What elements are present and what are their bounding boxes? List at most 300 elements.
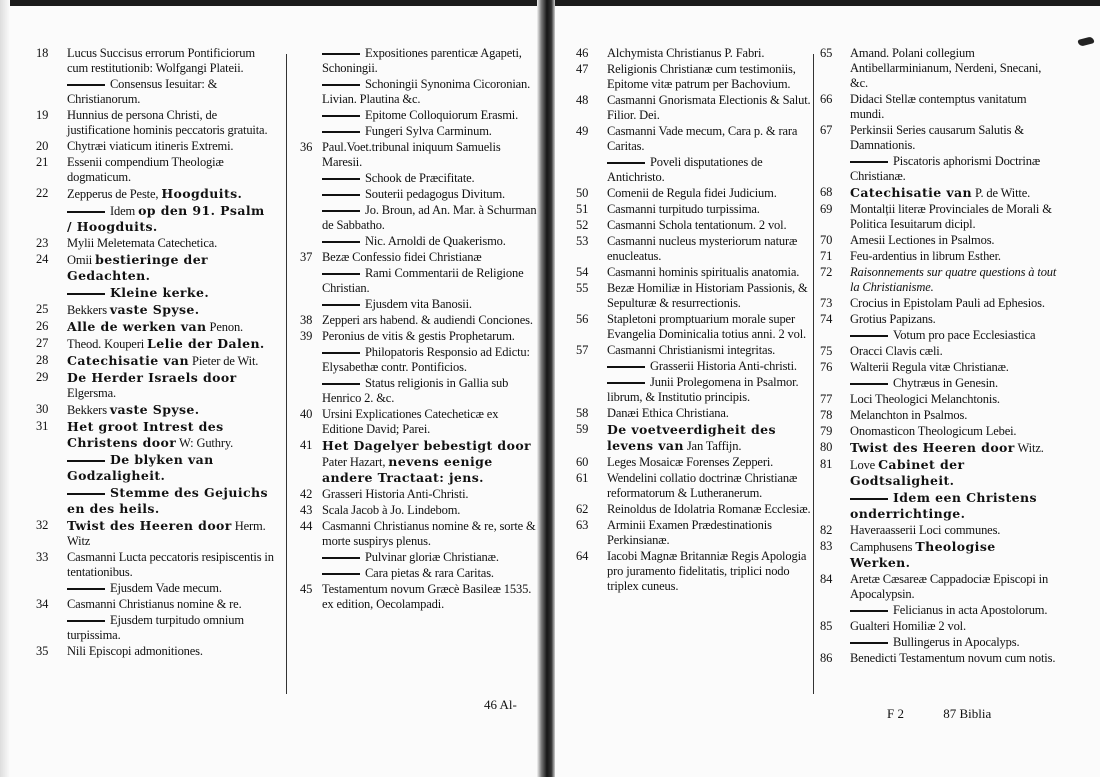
catalog-entry xyxy=(300,519,538,549)
catalog-subentry xyxy=(300,550,538,565)
ditto-dash xyxy=(322,241,360,243)
entry-text: Jo. Broun, ad An. Mar. à Schurman de Sabbatho. xyxy=(322,203,537,232)
catalog-entry xyxy=(300,438,538,486)
entry-text: Wendelini collatio doctrinæ Christianæ reformatorum & Lutheranerum. xyxy=(607,471,798,500)
entry-text: Bekkers xyxy=(67,303,110,317)
ditto-dash xyxy=(322,210,360,212)
entry-text: Epitome Colloquiorum Erasmi. xyxy=(365,108,519,122)
entry-text: Bezæ Confessio fidei Christianæ xyxy=(322,250,482,264)
entry-text: Ursini Explicationes Catecheticæ ex Editione David; Parei. xyxy=(322,407,499,436)
entry-text: Haveraasserii Loci communes. xyxy=(850,523,1001,537)
entry-text: Witz. xyxy=(1014,441,1044,455)
ditto-dash xyxy=(67,84,105,86)
entry-number: 35 xyxy=(36,644,49,658)
entry-text: Amesii Lectiones in Psalmos. xyxy=(850,233,995,247)
catalog-subentry xyxy=(300,171,538,186)
entry-number: 75 xyxy=(820,344,833,358)
catalog-entry xyxy=(300,487,538,502)
entry-text: Herm. Witz xyxy=(67,519,266,548)
catalog-subentry xyxy=(300,345,538,375)
entry-text: Bullingerus in Apocalyps. xyxy=(893,635,1020,649)
entry-text: Oracci Clavis cæli. xyxy=(850,344,943,358)
entry-number: 55 xyxy=(576,281,589,295)
catalog-entry xyxy=(820,249,1058,264)
catalog-subentry xyxy=(36,203,274,235)
entry-text: Bezæ Homiliæ in Historiam Passionis, & Sepulturæ & resurrectionis. xyxy=(607,281,808,310)
blackletter-title: Het Dagelyer bebestigt door xyxy=(322,438,532,453)
entry-text: Comenii de Regula fidei Judicium. xyxy=(607,186,777,200)
entry-text: Casmanni Christianismi integritas. xyxy=(607,343,776,357)
entry-text: Casmanni Vade mecum, Cara p. & rara Caritas. xyxy=(607,124,798,153)
catalog-entry xyxy=(36,108,274,138)
entry-number: 80 xyxy=(820,440,833,454)
entry-text: Jan Taffijn. xyxy=(683,439,742,453)
entry-text: Feu-ardentius in librum Esther. xyxy=(850,249,1001,263)
catalog-entry xyxy=(820,408,1058,423)
catalog-subentry xyxy=(820,376,1058,391)
catchword-right: 87 Biblia xyxy=(943,706,992,721)
ink-blot xyxy=(1077,36,1094,47)
entry-text: Grasserii Historia Anti-christi. xyxy=(650,359,797,373)
catalog-entry xyxy=(36,46,274,76)
entry-number: 56 xyxy=(576,312,589,326)
blackletter-title: Het groot Intrest des Christens door xyxy=(67,419,224,450)
entry-number: 58 xyxy=(576,406,589,420)
catalog-entry xyxy=(576,124,814,154)
entry-text: Chytræus in Genesin. xyxy=(893,376,998,390)
right-page-column-2 xyxy=(820,46,1058,667)
entry-text: Penon. xyxy=(206,320,244,334)
entry-text: Theod. Kouperi xyxy=(67,337,148,351)
entry-number: 45 xyxy=(300,582,313,596)
ditto-dash xyxy=(322,557,360,559)
catalog-entry xyxy=(300,250,538,265)
ditto-dash xyxy=(67,460,105,462)
entry-number: 24 xyxy=(36,252,49,266)
catalog-subentry xyxy=(820,154,1058,184)
entry-text: Zepperus de Peste, xyxy=(67,187,162,201)
catalog-entry xyxy=(576,312,814,342)
entry-text: Raisonnements sur quatre questions à tout la Christianisme. xyxy=(850,265,1057,294)
entry-number: 47 xyxy=(576,62,589,76)
catalog-entry xyxy=(300,329,538,344)
entry-number: 33 xyxy=(36,550,49,564)
entry-text: Ejusdem Vade mecum. xyxy=(110,581,222,595)
entry-text: Elgersma. xyxy=(67,386,116,400)
catalog-subentry xyxy=(300,77,538,107)
ditto-dash xyxy=(67,493,105,495)
catalog-subentry xyxy=(820,328,1058,343)
entry-number: 66 xyxy=(820,92,833,106)
entry-number: 19 xyxy=(36,108,49,122)
catalog-entry xyxy=(300,582,538,612)
blackletter-title: vaste Spyse. xyxy=(109,302,200,317)
entry-text: Votum pro pace Ecclesiastica xyxy=(893,328,1036,342)
entry-text: Bekkers xyxy=(67,403,110,417)
catalog-entry xyxy=(820,392,1058,407)
catalog-entry xyxy=(576,46,814,61)
entry-text: Alchymista Christianus P. Fabri. xyxy=(607,46,765,60)
catalog-entry xyxy=(36,402,274,418)
ditto-dash xyxy=(67,620,105,622)
entry-number: 32 xyxy=(36,518,49,532)
catalog-subentry xyxy=(300,234,538,249)
entry-text: Pieter de Wit. xyxy=(189,354,259,368)
catalog-entry xyxy=(36,597,274,612)
catalog-entry xyxy=(820,572,1058,602)
catalog-entry xyxy=(36,302,274,318)
entry-number: 38 xyxy=(300,313,313,327)
blackletter-title: De Herder Israels door xyxy=(67,370,237,385)
entry-text: Status religionis in Gallia sub Henrico 2. &c. xyxy=(322,376,509,405)
ditto-dash xyxy=(322,115,360,117)
entry-number: 67 xyxy=(820,123,833,137)
entry-number: 86 xyxy=(820,651,833,665)
ditto-dash xyxy=(322,573,360,575)
entry-number: 31 xyxy=(36,419,49,433)
entry-number: 18 xyxy=(36,46,49,60)
catalog-entry xyxy=(820,46,1058,91)
catalog-subentry xyxy=(820,603,1058,618)
entry-text: Love xyxy=(850,458,879,472)
catalog-subentry xyxy=(36,581,274,596)
entry-number: 60 xyxy=(576,455,589,469)
entry-text: Iacobi Magnæ Britanniæ Regis Apologia pro juramento fidelitatis, triplici nodo triplex cuneus. xyxy=(607,549,807,593)
entry-number: 69 xyxy=(820,202,833,216)
catalog-entry xyxy=(576,455,814,470)
entry-text: Casmanni Schola tentationum. 2 vol. xyxy=(607,218,787,232)
ditto-dash xyxy=(850,642,888,644)
entry-number: 53 xyxy=(576,234,589,248)
catalog-subentry xyxy=(300,46,538,76)
ditto-dash xyxy=(67,293,105,295)
entry-number: 46 xyxy=(576,46,589,60)
entry-number: 21 xyxy=(36,155,49,169)
entry-text: Zepperi ars habend. & audiendi Conciones. xyxy=(322,313,533,327)
catalog-entry xyxy=(820,92,1058,122)
entry-text: Didaci Stellæ contemptus vanitatum mundi. xyxy=(850,92,1027,121)
catalog-entry xyxy=(820,440,1058,456)
catalog-entry xyxy=(576,202,814,217)
ditto-dash xyxy=(67,588,105,590)
entry-text: Stapletoni promptuarium morale super Evangelia Dominicalia totius anni. 2 vol. xyxy=(607,312,807,341)
entry-number: 74 xyxy=(820,312,833,326)
catalog-entry xyxy=(820,619,1058,634)
ditto-dash xyxy=(322,84,360,86)
ditto-dash xyxy=(607,366,645,368)
catalog-entry xyxy=(820,312,1058,327)
blackletter-title: Catechisatie van xyxy=(67,353,190,368)
entry-number: 64 xyxy=(576,549,589,563)
entry-number: 48 xyxy=(576,93,589,107)
blackletter-title: bestieringe der Gedachten. xyxy=(67,252,209,283)
catalog-entry xyxy=(300,140,538,170)
blackletter-title: Kleine kerke. xyxy=(110,285,210,300)
entry-text: Reinoldus de Idolatria Romanæ Ecclesiæ. xyxy=(607,502,811,516)
ditto-dash xyxy=(67,211,105,213)
catalog-subentry xyxy=(576,375,814,405)
catalog-entry xyxy=(36,236,274,251)
catalog-entry xyxy=(36,518,274,549)
catalog-subentry xyxy=(36,452,274,484)
catalog-entry xyxy=(36,336,274,352)
entry-number: 23 xyxy=(36,236,49,250)
entry-text: Souterii pedagogus Divitum. xyxy=(365,187,506,201)
entry-text: Rami Commentarii de Religione Christian. xyxy=(322,266,524,295)
entry-text: Melanchton in Psalmos. xyxy=(850,408,968,422)
entry-number: 49 xyxy=(576,124,589,138)
catalog-subentry xyxy=(300,376,538,406)
catalog-entry xyxy=(820,233,1058,248)
entry-text: Casmanni hominis spiritualis anatomia. xyxy=(607,265,800,279)
entry-text: Ejusdem turpitudo omnium turpissima. xyxy=(67,613,244,642)
entry-text: Loci Theologici Melanchtonis. xyxy=(850,392,1000,406)
entry-text: Amand. Polani collegium Antibellarminianum, Nerdeni, Snecani, &c. xyxy=(850,46,1042,90)
entry-number: 76 xyxy=(820,360,833,374)
catalog-entry xyxy=(576,343,814,358)
entry-text: Casmanni turpitudo turpissima. xyxy=(607,202,760,216)
entry-text: Benedicti Testamentum novum cum notis. xyxy=(850,651,1056,665)
catalog-entry xyxy=(576,62,814,92)
catalog-entry xyxy=(820,296,1058,311)
entry-number: 40 xyxy=(300,407,313,421)
signature-mark: F 2 xyxy=(887,706,904,721)
entry-text: Poveli disputationes de Antichristo. xyxy=(607,155,763,184)
entry-text: Peronius de vitis & gestis Prophetarum. xyxy=(322,329,515,343)
catalog-entry xyxy=(300,503,538,518)
entry-number: 44 xyxy=(300,519,313,533)
entry-number: 51 xyxy=(576,202,589,216)
entry-text: Onomasticon Theologicum Lebei. xyxy=(850,424,1017,438)
catalog-subentry xyxy=(300,124,538,139)
entry-number: 72 xyxy=(820,265,833,279)
entry-text: Idem xyxy=(110,204,139,218)
entry-text: Felicianus in acta Apostolorum. xyxy=(893,603,1048,617)
catalog-entry xyxy=(576,502,814,517)
catalog-entry xyxy=(576,549,814,594)
ditto-dash xyxy=(850,383,888,385)
entry-number: 28 xyxy=(36,353,49,367)
entry-text: Schoningii Synonima Cicoronian. Livian. Plautina &c. xyxy=(322,77,531,106)
catalog-subentry xyxy=(576,155,814,185)
entry-text: Casmanni Gnorismata Electionis & Salut. Filior. Dei. xyxy=(607,93,811,122)
entry-text: Consensus Iesuitar: & Christianorum. xyxy=(67,77,218,106)
catalog-subentry xyxy=(36,613,274,643)
entry-text: Grasseri Historia Anti-Christi. xyxy=(322,487,469,501)
catalog-subentry xyxy=(36,285,274,301)
entry-text: Philopatoris Responsio ad Edictu: Elysabethæ contr. Pontificios. xyxy=(322,345,530,374)
entry-number: 54 xyxy=(576,265,589,279)
catalog-subentry xyxy=(36,485,274,517)
catalog-entry xyxy=(820,123,1058,153)
entry-text: Casmanni Christianus nomine & re. xyxy=(67,597,242,611)
catalog-subentry xyxy=(300,203,538,233)
entry-text: Testamentum novum Græcè Basileæ 1535. ex edition, Oecolampadi. xyxy=(322,582,532,611)
column-rule-left-page xyxy=(286,54,287,694)
entry-number: 73 xyxy=(820,296,833,310)
entry-text: Hunnius de persona Christi, de justificatione hominis peccatoris gratuita. xyxy=(67,108,268,137)
catalog-subentry xyxy=(300,108,538,123)
catalog-subentry xyxy=(300,297,538,312)
catalog-entry xyxy=(36,644,274,659)
entry-number: 41 xyxy=(300,438,313,452)
entry-number: 22 xyxy=(36,186,49,200)
entry-number: 29 xyxy=(36,370,49,384)
catalog-entry xyxy=(576,234,814,264)
entry-number: 61 xyxy=(576,471,589,485)
catalog-entry xyxy=(820,424,1058,439)
entry-text: Leges Mosaicæ Forenses Zepperi. xyxy=(607,455,774,469)
ditto-dash xyxy=(607,162,645,164)
entry-text: Piscatoris aphorismi Doctrinæ Christianæ. xyxy=(850,154,1041,183)
entry-number: 25 xyxy=(36,302,49,316)
entry-text: Mylii Meletemata Catechetica. xyxy=(67,236,218,250)
catalog-entry xyxy=(576,265,814,280)
entry-number: 77 xyxy=(820,392,833,406)
entry-text: Camphusens xyxy=(850,540,916,554)
catalog-subentry xyxy=(576,359,814,374)
entry-text: Paul.Voet.tribunal iniquum Samuelis Maresii. xyxy=(322,140,501,169)
entry-number: 70 xyxy=(820,233,833,247)
catalog-subentry xyxy=(820,635,1058,650)
ditto-dash xyxy=(607,382,645,384)
catalog-entry xyxy=(576,186,814,201)
entry-number: 62 xyxy=(576,502,589,516)
entry-text: P. de Witte. xyxy=(972,186,1031,200)
entry-text: Casmanni Lucta peccatoris resipiscentis in tentationibus. xyxy=(67,550,274,579)
entry-text: Gualteri Homiliæ 2 vol. xyxy=(850,619,966,633)
catalog-entry xyxy=(36,155,274,185)
ditto-dash xyxy=(322,131,360,133)
entry-text: Chytræi viaticum itineris Extremi. xyxy=(67,139,234,153)
entry-text: Nic. Arnoldi de Quakerismo. xyxy=(365,234,506,248)
entry-number: 83 xyxy=(820,539,833,553)
entry-number: 36 xyxy=(300,140,313,154)
ditto-dash xyxy=(850,335,888,337)
catalog-entry xyxy=(36,419,274,451)
left-page-column-1 xyxy=(36,46,274,660)
blackletter-title: vaste Spyse. xyxy=(109,402,200,417)
blackletter-title: Stemme des Gejuichs en des heils. xyxy=(67,485,268,516)
entry-number: 39 xyxy=(300,329,313,343)
catalog-entry xyxy=(36,370,274,401)
blackletter-title: Cabinet der Godtsaligheit. xyxy=(850,457,965,488)
catalog-entry xyxy=(576,406,814,421)
right-page-column-1 xyxy=(576,46,814,595)
entry-number: 59 xyxy=(576,422,589,436)
entry-text: Pater Hazart, xyxy=(322,455,389,469)
catalog-entry xyxy=(36,252,274,284)
footer-right xyxy=(887,706,1067,722)
entry-text: Nili Episcopi admonitiones. xyxy=(67,644,203,658)
blackletter-title: De blyken van Godzaligheit. xyxy=(67,452,214,483)
blackletter-title: Twist des Heeren door xyxy=(850,440,1015,455)
blackletter-title: Idem een Christens onderrichtinge. xyxy=(850,490,1037,521)
entry-number: 57 xyxy=(576,343,589,357)
entry-text: Montalții literæ Provinciales de Morali & Politica Iesuitarum dicipl. xyxy=(850,202,1052,231)
entry-text: Expositiones parenticæ Agapeti, Schoningii. xyxy=(322,46,522,75)
blackletter-title: De voetveerdigheit des levens van xyxy=(607,422,776,453)
entry-number: 27 xyxy=(36,336,49,350)
catchword-left: 46 Al- xyxy=(484,697,517,712)
ditto-dash xyxy=(322,273,360,275)
left-page-column-2 xyxy=(300,46,538,613)
entry-number: 20 xyxy=(36,139,49,153)
ditto-dash xyxy=(850,498,888,500)
catalog-entry xyxy=(576,281,814,311)
entry-number: 52 xyxy=(576,218,589,232)
entry-number: 43 xyxy=(300,503,313,517)
entry-text: Omii xyxy=(67,253,96,267)
entry-number: 82 xyxy=(820,523,833,537)
ditto-dash xyxy=(322,352,360,354)
entry-number: 42 xyxy=(300,487,313,501)
entry-number: 26 xyxy=(36,319,49,333)
entry-text: Crocius in Epistolam Pauli ad Ephesios. xyxy=(850,296,1045,310)
blackletter-title: op den 91. Psalm / Hoogduits. xyxy=(67,203,265,234)
entry-text: Essenii compendium Theologiæ dogmaticum. xyxy=(67,155,224,184)
entry-number: 71 xyxy=(820,249,833,263)
entry-text: Scala Jacob à Jo. Lindebom. xyxy=(322,503,461,517)
book-gutter xyxy=(537,0,555,777)
catalog-entry xyxy=(36,319,274,335)
blackletter-title: Twist des Heeren door xyxy=(67,518,232,533)
entry-text: Schook de Præcifitate. xyxy=(365,171,475,185)
entry-number: 79 xyxy=(820,424,833,438)
blackletter-title: Alle de werken van xyxy=(67,319,207,334)
catalog-subentry xyxy=(300,266,538,296)
entry-text: Pulvinar gloriæ Christianæ. xyxy=(365,550,499,564)
entry-number: 65 xyxy=(820,46,833,60)
ditto-dash xyxy=(850,610,888,612)
entry-text: Lucus Succisus errorum Pontificiorum cum restitutionib: Wolfgangi Plateii. xyxy=(67,46,255,75)
page-shadow xyxy=(0,0,10,777)
entry-number: 84 xyxy=(820,572,833,586)
catalog-subentry xyxy=(300,566,538,581)
catalog-entry xyxy=(820,344,1058,359)
entry-number: 37 xyxy=(300,250,313,264)
catalog-entry xyxy=(36,186,274,202)
entry-text: Grotius Papizans. xyxy=(850,312,936,326)
entry-number: 85 xyxy=(820,619,833,633)
entry-number: 30 xyxy=(36,402,49,416)
entry-text: Religionis Christianæ cum testimoniis, Epitome vitæ patrum per Bachovium. xyxy=(607,62,796,91)
blackletter-title: Catechisatie van xyxy=(850,185,973,200)
entry-text: Casmanni nucleus mysteriorum naturæ enucleatus. xyxy=(607,234,798,263)
entry-number: 81 xyxy=(820,457,833,471)
catalog-entry xyxy=(576,218,814,233)
entry-text: Walterii Regula vitæ Christianæ. xyxy=(850,360,1009,374)
ditto-dash xyxy=(322,53,360,55)
catalog-entry xyxy=(820,202,1058,232)
catalog-entry xyxy=(820,457,1058,489)
catalog-entry xyxy=(820,651,1058,666)
entry-text: Danæi Ethica Christiana. xyxy=(607,406,729,420)
catalog-entry xyxy=(300,407,538,437)
entry-text: Casmanni Christianus nomine & re, sorte & morte suspirys plenus. xyxy=(322,519,536,548)
blackletter-title: nevens eenige andere Tractaat: jens. xyxy=(322,454,493,485)
catalog-subentry xyxy=(36,77,274,107)
blackletter-title: Hoogduits. xyxy=(161,186,243,201)
catalog-entry xyxy=(820,265,1058,295)
entry-text: Ejusdem vita Banosii. xyxy=(365,297,472,311)
ditto-dash xyxy=(322,194,360,196)
catalog-subentry xyxy=(820,490,1058,522)
entry-text: W: Guthry. xyxy=(176,436,234,450)
ditto-dash xyxy=(850,161,888,163)
entry-number: 78 xyxy=(820,408,833,422)
ditto-dash xyxy=(322,178,360,180)
